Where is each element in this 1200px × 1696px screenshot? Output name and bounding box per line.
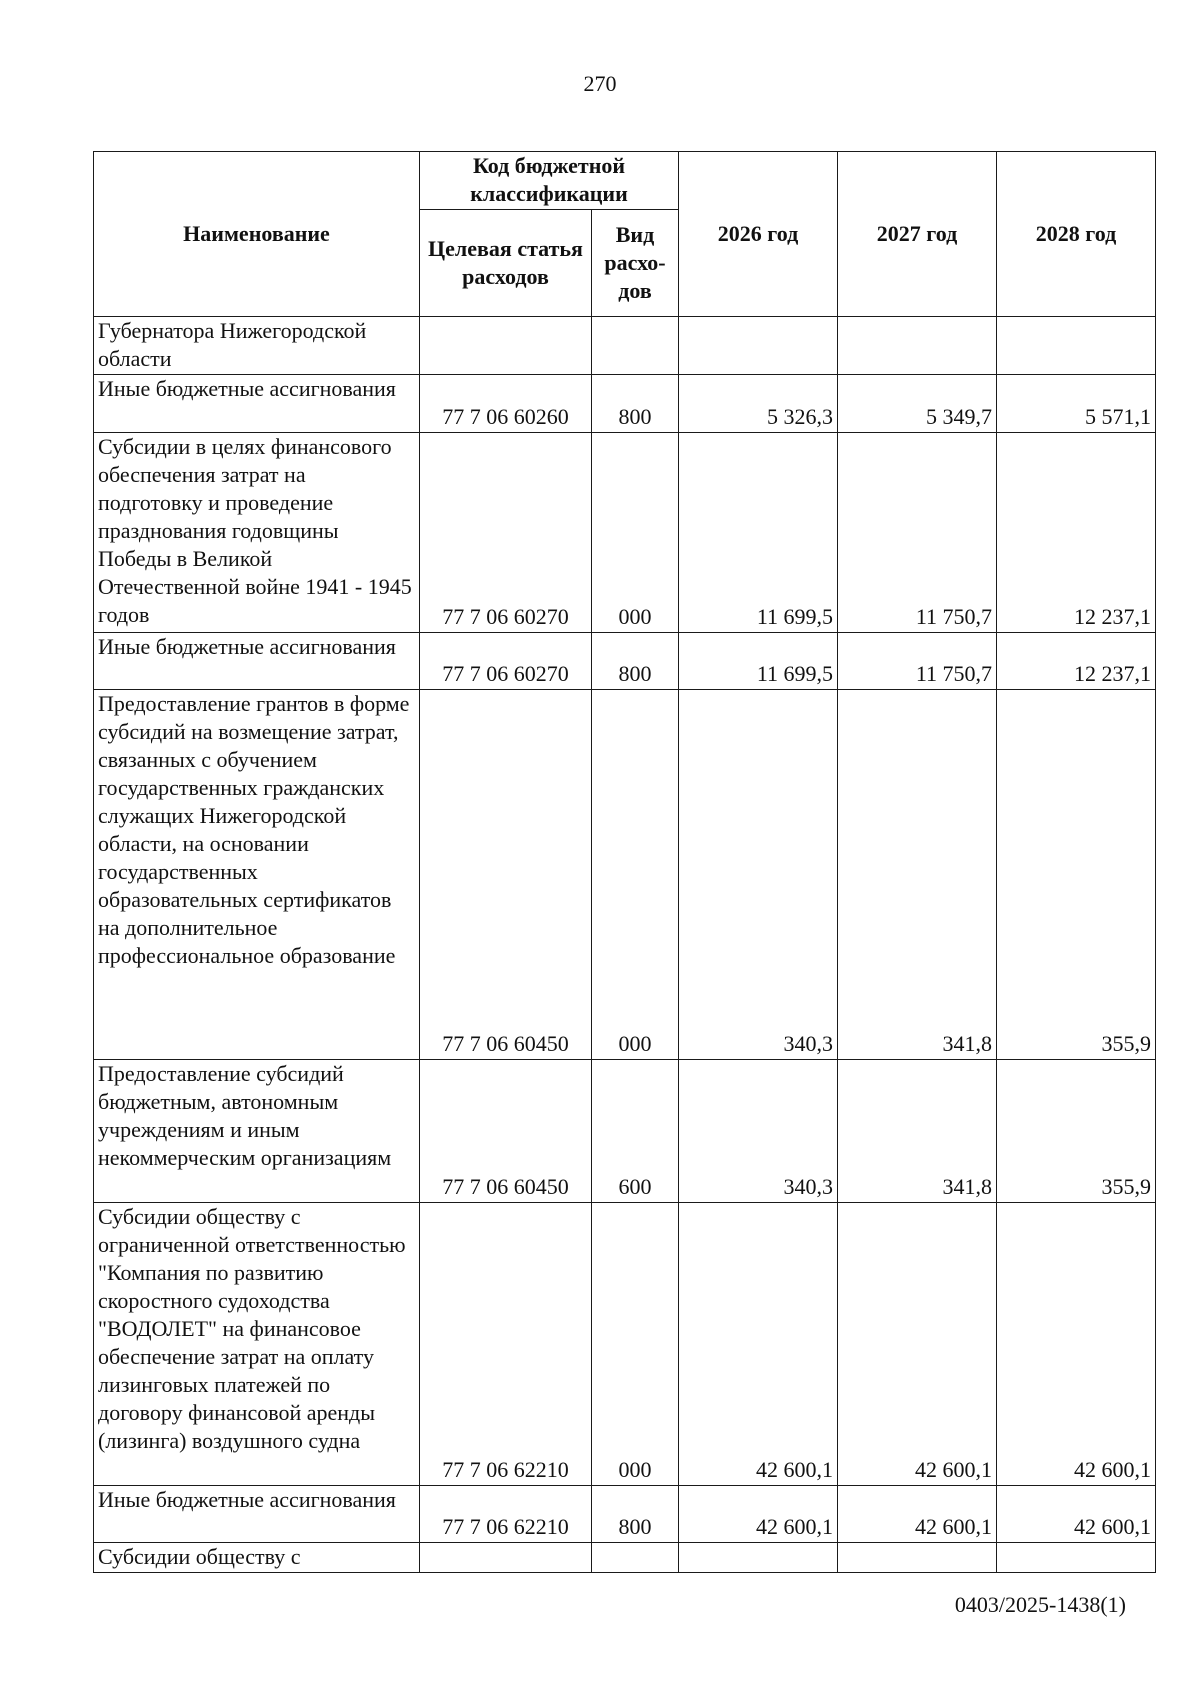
row-value-2028: 12 237,1 [997, 433, 1156, 633]
row-expense-type: 800 [592, 633, 679, 690]
row-value-2026: 5 326,3 [679, 375, 838, 433]
table-row [94, 633, 1156, 690]
row-name: Субсидии в целях финансового обеспечения затрат на подготовку и проведение празднования годовщины Победы в Великой Отечественной войне 1941 - 1945 годов [94, 433, 420, 633]
row-target-article: 77 7 06 60270 [420, 633, 592, 690]
table-row [94, 1486, 1156, 1543]
row-expense-type: 800 [592, 375, 679, 433]
row-name: Губернатора Нижегородской области [94, 317, 420, 375]
row-value-2026: 42 600,1 [679, 1486, 838, 1543]
row-target-article: 77 7 06 62210 [420, 1203, 592, 1486]
row-value-2028: 355,9 [997, 1060, 1156, 1203]
table-row [94, 1060, 1156, 1203]
row-expense-type [592, 317, 679, 375]
row-target-article [420, 317, 592, 375]
table-row [94, 433, 1156, 633]
row-value-2028: 355,9 [997, 690, 1156, 1060]
budget-table [93, 151, 1156, 1573]
table-row [94, 317, 1156, 375]
row-value-2027: 341,8 [838, 690, 997, 1060]
table-row [94, 1543, 1156, 1573]
row-value-2027 [838, 317, 997, 375]
row-target-article: 77 7 06 60450 [420, 1060, 592, 1203]
row-value-2026 [679, 317, 838, 375]
row-value-2028 [997, 317, 1156, 375]
row-name: Субсидии обществу с ограниченной ответственностью "Компания по развитию скоростного судоходства "ВОДОЛЕТ" на финансовое обеспечение затрат на оплату лизинговых платежей по договору финансовой аренды (лизинга) воздушного судна [94, 1203, 420, 1486]
row-value-2027: 42 600,1 [838, 1486, 997, 1543]
row-expense-type: 000 [592, 1203, 679, 1486]
header-expense-type: Вид расхо- дов [592, 210, 679, 317]
header-year-2026: 2026 год [679, 152, 838, 317]
row-target-article: 77 7 06 60450 [420, 690, 592, 1060]
row-value-2027: 42 600,1 [838, 1203, 997, 1486]
row-expense-type: 000 [592, 690, 679, 1060]
row-value-2028: 42 600,1 [997, 1486, 1156, 1543]
page-number: 270 [583, 71, 617, 96]
table-body [94, 317, 1156, 1573]
row-value-2026 [679, 1543, 838, 1573]
row-value-2028: 42 600,1 [997, 1203, 1156, 1486]
row-expense-type: 000 [592, 433, 679, 633]
row-target-article [420, 1543, 592, 1573]
header-name: Наименование [94, 152, 420, 317]
row-value-2027: 11 750,7 [838, 433, 997, 633]
row-value-2028 [997, 1543, 1156, 1573]
row-name: Иные бюджетные ассигнования [94, 1486, 420, 1543]
table-row [94, 690, 1156, 1060]
row-target-article: 77 7 06 60260 [420, 375, 592, 433]
row-expense-type: 600 [592, 1060, 679, 1203]
header-year-2028: 2028 год [997, 152, 1156, 317]
row-name: Субсидии обществу с [94, 1543, 420, 1573]
row-value-2026: 11 699,5 [679, 433, 838, 633]
row-value-2026: 340,3 [679, 1060, 838, 1203]
header-kbk-group: Код бюджетной классификации [420, 152, 679, 210]
table-row [94, 1203, 1156, 1486]
row-value-2027 [838, 1543, 997, 1573]
row-value-2026: 11 699,5 [679, 633, 838, 690]
row-value-2027: 341,8 [838, 1060, 997, 1203]
table-row [94, 375, 1156, 433]
row-target-article: 77 7 06 60270 [420, 433, 592, 633]
row-expense-type [592, 1543, 679, 1573]
row-value-2026: 42 600,1 [679, 1203, 838, 1486]
header-target-article: Целевая статья расходов [420, 210, 592, 317]
header-year-2027: 2027 год [838, 152, 997, 317]
row-value-2027: 11 750,7 [838, 633, 997, 690]
row-expense-type: 800 [592, 1486, 679, 1543]
document-code: 0403/2025-1438(1) [954, 1592, 1126, 1617]
row-name: Иные бюджетные ассигнования [94, 633, 420, 690]
row-value-2026: 340,3 [679, 690, 838, 1060]
row-name: Предоставление грантов в форме субсидий на возмещение затрат, связанных с обучением государственных гражданских служащих Нижегородской области, на основании государственных образовательных сертификатов на дополнительное профессиональное образование [94, 690, 420, 1060]
row-name: Иные бюджетные ассигнования [94, 375, 420, 433]
row-target-article: 77 7 06 62210 [420, 1486, 592, 1543]
row-value-2028: 5 571,1 [997, 375, 1156, 433]
row-value-2028: 12 237,1 [997, 633, 1156, 690]
row-value-2027: 5 349,7 [838, 375, 997, 433]
row-name: Предоставление субсидий бюджетным, автономным учреждениям и иным некоммерческим организациям [94, 1060, 420, 1203]
